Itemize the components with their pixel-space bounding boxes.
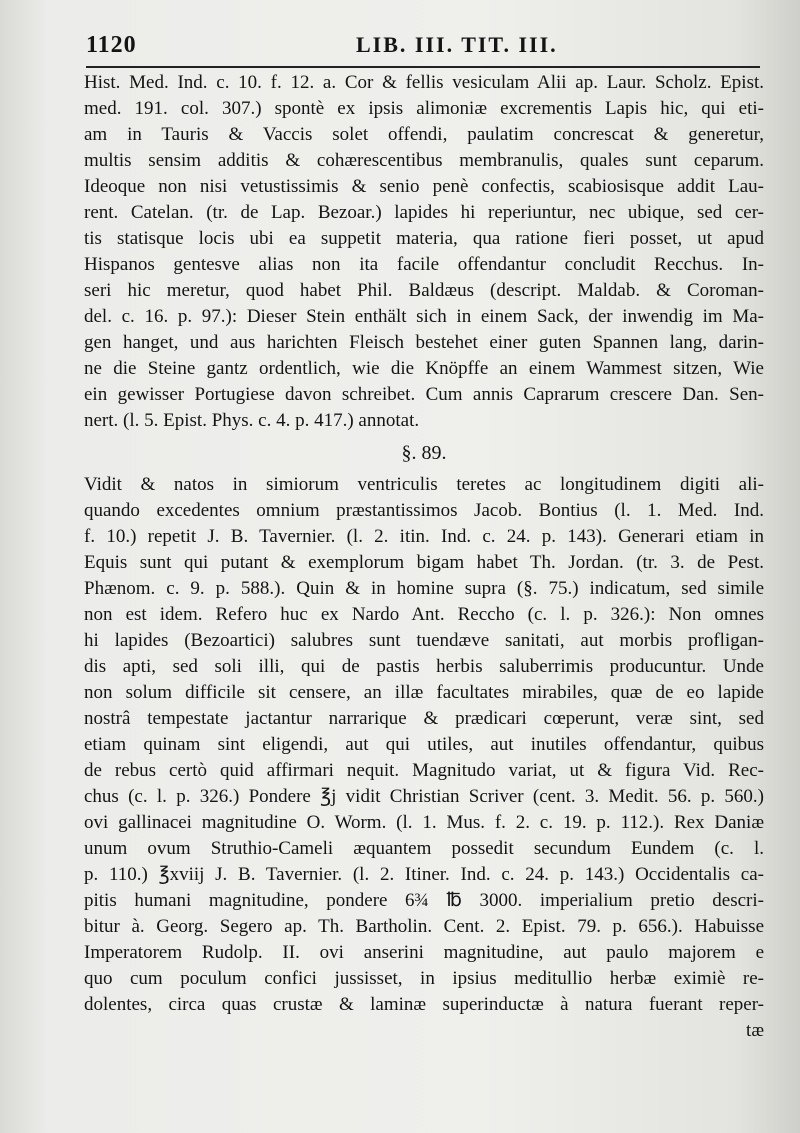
paragraph-2 bbox=[84, 472, 764, 1044]
text-line: p. 110.) ℥xviij J. B. Tavernier. (l. 2. Itiner. Ind. c. 24. p. 143.) Occidentalis ca- bbox=[84, 864, 764, 885]
page-header bbox=[86, 30, 750, 66]
text-line: med. 191. col. 307.) spontè ex ipsis alimoniæ excrementis Lapis hic, qui eti- bbox=[84, 98, 764, 119]
text-line: chus (c. l. p. 326.) Pondere ℥j vidit Christian Scriver (cent. 3. Medit. 56. p. 560.) bbox=[84, 786, 764, 807]
section-heading: §. 89. bbox=[401, 442, 447, 464]
header-rule bbox=[86, 66, 760, 68]
text-line: non est idem. Refero huc ex Nardo Ant. Reccho (c. l. p. 326.): Non omnes bbox=[84, 604, 764, 625]
running-head: LIB. III. TIT. III. bbox=[356, 32, 558, 57]
text-line: Phænom. c. 9. p. 588.). Quin & in homine supra (§. 75.) indicatum, sed simile bbox=[84, 578, 764, 599]
text-line: ne die Steine gantz ordentlich, wie die Knöpffe an einem Wammest sitzen, Wie bbox=[84, 358, 764, 379]
text-line: de rebus certò quid affirmari nequit. Magnitudo variat, ut & figura Vid. Rec- bbox=[84, 760, 764, 781]
text-line: gen hanget, und aus harichten Fleisch bestehet einer guten Spannen lang, darin- bbox=[84, 332, 764, 353]
text-line: Hispanos gentesve alias non ita facile offendantur concludit Recchus. In- bbox=[84, 254, 764, 275]
text-line: tis statisque locis ubi ea suppetit materia, qua ratione fieri posset, ut apud bbox=[84, 228, 764, 249]
page-body bbox=[84, 70, 764, 1044]
text-line: etiam quinam sint eligendi, aut qui utiles, aut inutiles offendantur, quibus bbox=[84, 734, 764, 755]
text-line: bitur à. Georg. Segero ap. Th. Bartholin. Cent. 2. Epist. 79. p. 656.). Habuisse bbox=[84, 916, 764, 937]
text-line: nert. (l. 5. Epist. Phys. c. 4. p. 417.) annotat. bbox=[84, 410, 420, 431]
text-line: unum ovum Struthio-Cameli æquantem possedit secundum Eundem (c. l. bbox=[84, 838, 764, 859]
page-number: 1120 bbox=[86, 32, 137, 58]
text-line: rent. Catelan. (tr. de Lap. Bezoar.) lapides hi reperiuntur, nec ubique, sed cer- bbox=[84, 202, 764, 223]
text-line: del. c. 16. p. 97.): Dieser Stein enthält sich in einem Sack, der inwendig im Ma- bbox=[84, 306, 764, 327]
text-line: Equis sunt qui putant & exemplorum bigam habet Th. Jordan. (tr. 3. de Pest. bbox=[84, 552, 764, 573]
text-line: multis sensim additis & cohærescentibus membranulis, quales sunt ceparum. bbox=[84, 150, 764, 171]
text-line: dis apti, sed soli illi, qui de pastis herbis saluberrimis producuntur. Unde bbox=[84, 656, 764, 677]
text-line: nostrâ tempestate jactantur narrarique & prædicari cœperunt, veræ sint, sed bbox=[84, 708, 764, 729]
paragraph-1 bbox=[84, 70, 764, 434]
text-line: quando excedentes omnium præstantissimos Jacob. Bontius (l. 1. Med. Ind. bbox=[84, 500, 764, 521]
text-line: non solum difficile sit censere, an illæ facultates mirabiles, quæ de eo lapide bbox=[84, 682, 764, 703]
text-line: quo cum poculum confici jussisset, in ipsius meditullio herbæ eximiè re- bbox=[84, 968, 764, 989]
text-line: Imperatorem Rudolp. II. ovi anserini magnitudine, aut paulo majorem e bbox=[84, 942, 764, 963]
text-line: ein gewisser Portugiese davon schreibet. Cum annis Caprarum crescere Dan. Sen- bbox=[84, 384, 764, 405]
text-line: Vidit & natos in simiorum ventriculis teretes ac longitudinem digiti ali- bbox=[84, 474, 764, 495]
text-line: dolentes, circa quas crustæ & laminæ superinductæ à natura fuerant reper- bbox=[84, 994, 764, 1015]
text-line: tæ bbox=[746, 1020, 764, 1041]
text-line: f. 10.) repetit J. B. Tavernier. (l. 2. itin. Ind. c. 24. p. 143). Generari etiam in bbox=[84, 526, 764, 547]
text-line: seri hic meretur, quod habet Phil. Baldæus (descript. Maldab. & Coroman- bbox=[84, 280, 764, 301]
text-line: Hist. Med. Ind. c. 10. f. 12. a. Cor & fellis vesiculam Alii ap. Laur. Scholz. Epist. bbox=[84, 72, 764, 93]
text-line: Ideoque non nisi vetustissimis & senio penè confectis, scabiosisque addit Lau- bbox=[84, 176, 764, 197]
text-line: am in Tauris & Vaccis solet offendi, paulatim concrescat & generetur, bbox=[84, 124, 764, 145]
text-line: ovi gallinacei magnitudine O. Worm. (l. 1. Mus. f. 2. c. 19. p. 112.). Rex Daniæ bbox=[84, 812, 764, 833]
text-line: pitis humani magnitudine, pondere 6¾ ℔ 3000. imperialium pretio descri- bbox=[84, 890, 764, 911]
text-line: hi lapides (Bezoartici) salubres sunt tuendæve sanitati, aut morbis profligan- bbox=[84, 630, 764, 651]
